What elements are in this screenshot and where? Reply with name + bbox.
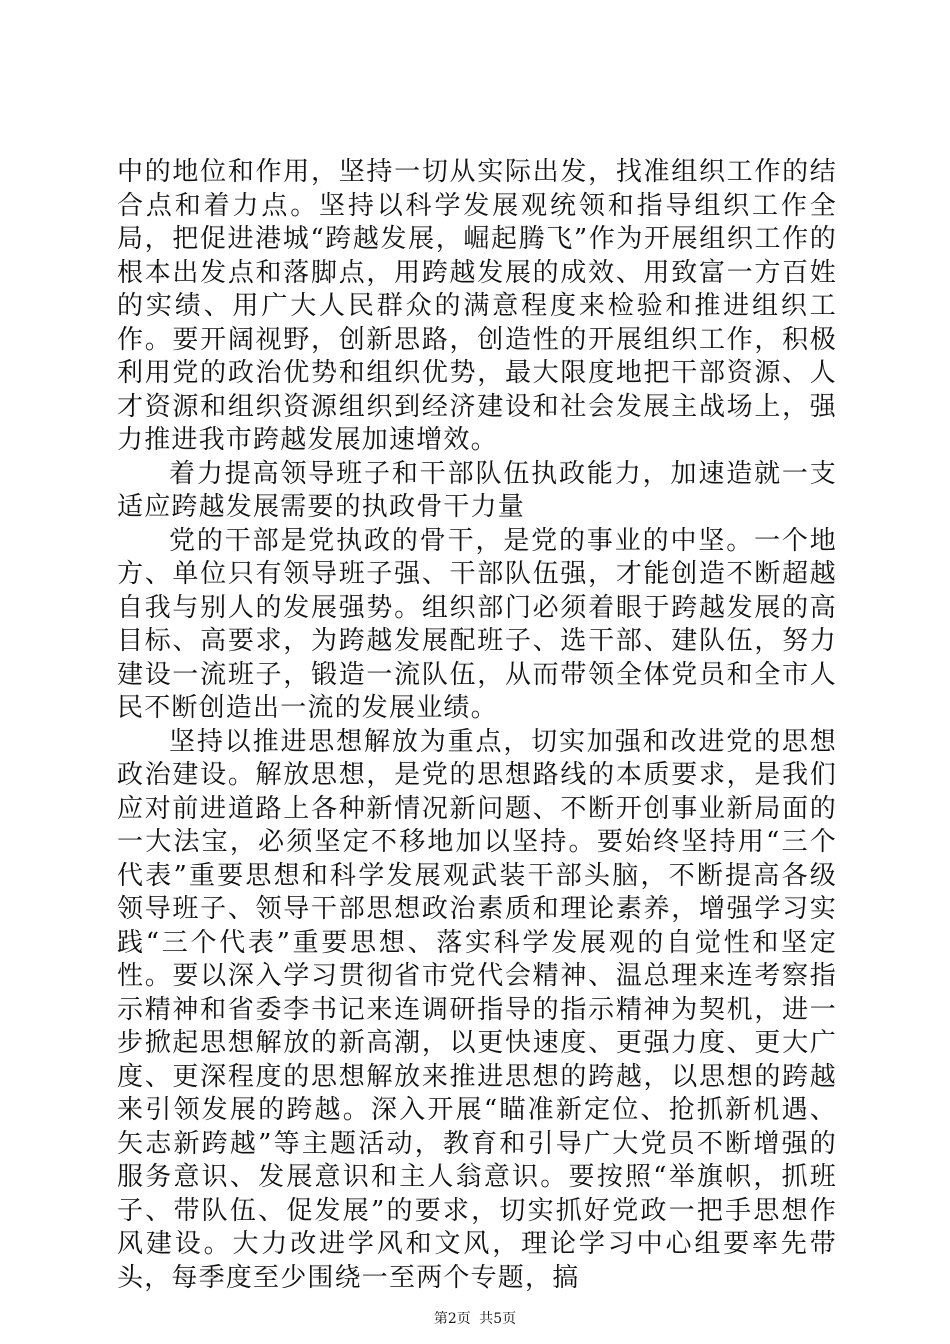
paragraph: 坚持以推进思想解放为重点，切实加强和改进党的思想政治建设。解放思想，是党的思想路线的本质要求，是我们应对前进道路上各种新情况新问题、不断开创事业新局面的一大法宝，必须坚定不移地加以坚持。要始终坚持用“三个代表”重要思想和科学发展观武装干部头脑，不断提高各级领导班子、领导干部思想政治素质和理论素养，增强学习实践“三个代表”重要思想、落实科学发展观的自觉性和坚定性。要以深入学习贯彻省市党代会精神、温总理来连考察指示精神和省委李书记来连调研指导的指示精神为契机，进一步掀起思想解放的新高潮，以更快速度、更强力度、更大广度、更深程度的思想解放来推进思想的跨越，以思想的跨越来引领发展的跨越。深入开展“瞄准新定位、抢抓新机遇、矢志新跨越”等主题活动，教育和引导广大党员不断增强的服务意识、发展意识和主人翁意识。要按照“举旗帜，抓班子、带队伍、促发展”的要求，切实抓好党政一把手思想作风建设。大力改进学风和文风，理论学习中心组要率先带头，每季度至少围绕一至两个专题，搞 <box>117 726 837 1293</box>
paragraph: 党的干部是党执政的骨干，是党的事业的中坚。一个地方、单位只有领导班子强、干部队伍强，才能创造不断超越自我与别人的发展强势。组织部门必须着眼于跨越发展的高目标、高要求，为跨越发展配班子、选干部、建队伍，努力建设一流班子，锻造一流队伍，从而带领全体党员和全市人民不断创造出一流的发展业绩。 <box>117 525 837 723</box>
section-heading: 着力提高领导班子和干部队伍执政能力，加速造就一支适应跨越发展需要的执政骨干力量 <box>117 458 837 522</box>
document-body <box>117 156 837 1295</box>
paragraph-continued: 中的地位和作用，坚持一切从实际出发，找准组织工作的结合点和着力点。坚持以科学发展观统领和指导组织工作全局，把促进港城“跨越发展，崛起腾飞”作为开展组织工作的根本出发点和落脚点，用跨越发展的成效、用致富一方百姓的实绩、用广大人民群众的满意程度来检验和推进组织工作。要开阔视野，创新思路，创造性的开展组织工作，积极利用党的政治优势和组织优势，最大限度地把干部资源、人才资源和组织资源组织到经济建设和社会发展主战场上，强力推进我市跨越发展加速增效。 <box>117 157 837 455</box>
page-number: 第2页 <box>433 1311 471 1327</box>
page-total: 共5页 <box>479 1311 517 1327</box>
page-footer <box>0 1310 950 1328</box>
